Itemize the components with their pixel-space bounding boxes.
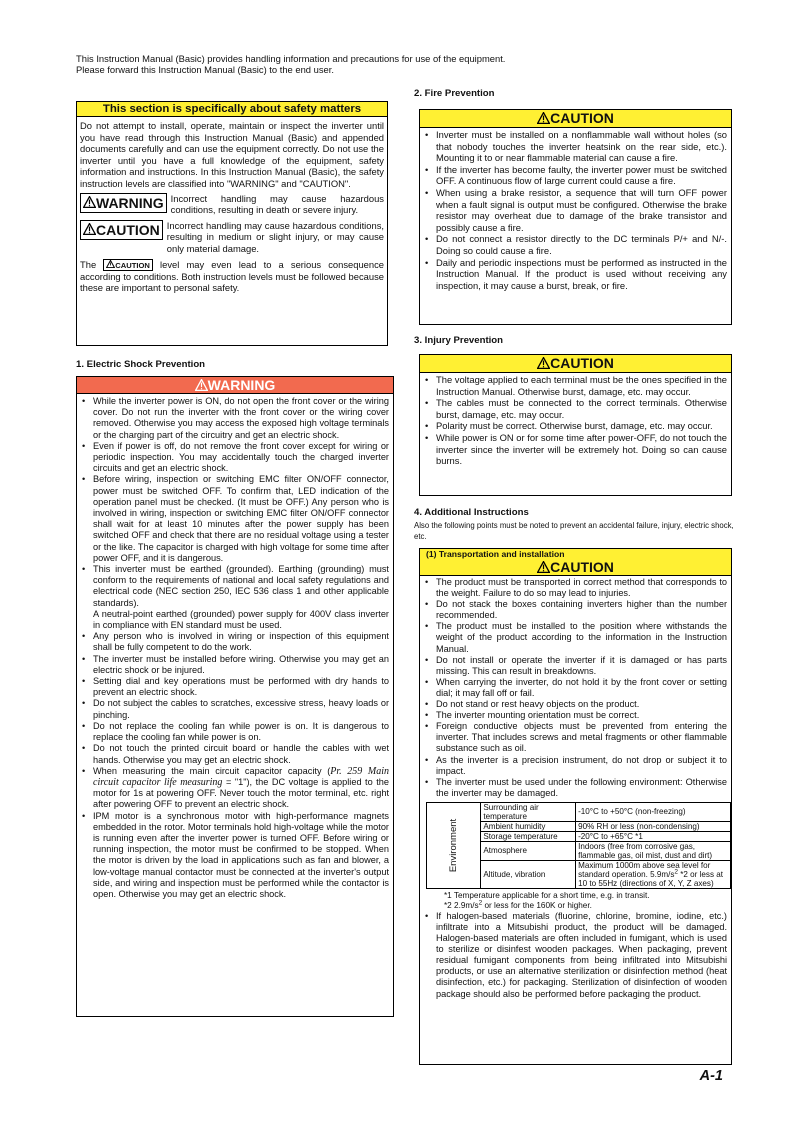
additional-caution-label: CAUTION: [550, 559, 614, 575]
fire-caution-label: CAUTION: [550, 110, 614, 126]
list-item: • If the inverter has become faulty, the inverter power must be switched OFF. A continuous flow of large current could cause a fire.: [422, 164, 727, 187]
additional-box: [419, 548, 732, 1065]
fire-list: [420, 128, 731, 291]
table-cell: Altitude, vibration: [481, 860, 576, 888]
electric-heading: 1. Electric Shock Prevention: [76, 359, 206, 370]
injury-caution-triangle-icon: [537, 357, 550, 369]
table-cell: -20°C to +65°C *1: [576, 831, 731, 841]
list-item: • Any person who is involved in wiring or inspection of this equipment shall be fully competent to do the work.: [79, 631, 389, 653]
cap-pre: When measuring the main circuit capacitor capacity (: [93, 765, 331, 776]
list-item: • Even if power is off, do not remove the front cover except for wiring or periodic inspection. You may accidentally touch the charged inverter circuits and get an electric shock.: [79, 441, 389, 475]
list-item: • Do not stand or rest heavy objects on the product.: [422, 699, 727, 710]
electric-warning-triangle-icon: [195, 379, 208, 391]
list-item: • Inverter must be installed on a nonflammable wall without holes (so that nobody touches the inverter heatsink on the rear side, etc.). Mounting it to or near flammable material can cause a fire.: [422, 129, 727, 164]
cap-param: Pr. 259 Main circuit capacitor life measuring: [93, 765, 389, 788]
list-item: • The inverter mounting orientation must be correct.: [422, 710, 727, 721]
table-cell: Indoors (free from corrosive gas, flammable gas, oil mist, dust and dirt): [576, 841, 731, 860]
safety-note-post: level may even lead to a serious consequence according to conditions. Both instruction levels must be followed because these are important to personal safety.: [80, 258, 385, 294]
safety-body: [77, 117, 387, 296]
list-item: • When carrying the inverter, do not hold it by the front cover or setting dial; it may fall off or fail.: [422, 677, 727, 699]
list-item: • Do not touch the printed circuit board or handle the cables with wet hands. Otherwise you may get an electric shock.: [79, 743, 389, 765]
fire-box: [419, 109, 732, 325]
table-cell: Atmosphere: [481, 841, 576, 860]
list-item: • While the inverter power is ON, do not open the front cover or the wiring cover. Do not run the inverter with the front cover or the wiring cover removed. Otherwise you may access the exposed high voltage terminals or the charging part of the circuitry and get an electric shock.: [79, 396, 389, 441]
warning-badge-label: WARNING: [96, 194, 164, 211]
table-row: [427, 802, 731, 821]
table-cell: -10°C to +50°C (non-freezing): [576, 802, 731, 821]
additional-caution-title: [420, 560, 731, 575]
list-item: • Do not stack the boxes containing inverters higher than the number recommended.: [422, 599, 727, 621]
table-cell: Ambient humidity: [481, 821, 576, 831]
inline-caution-badge: [103, 259, 153, 271]
fire-heading: 2. Fire Prevention: [414, 88, 495, 99]
fire-caution-bar: [420, 110, 731, 128]
footnote-2: [420, 901, 731, 911]
list-item: • The inverter must be installed before wiring. Otherwise you may get an electric shock or be injured.: [79, 654, 389, 676]
inline-caution-triangle-icon: [106, 260, 115, 268]
warning-description: Incorrect handling may cause hazardous conditions, resulting in death or severe injury.: [170, 192, 384, 216]
list-item: • The cables must be connected to the correct terminals. Otherwise burst, damage, etc. may occur.: [422, 397, 727, 420]
injury-caution-bar: [420, 355, 731, 373]
electric-warning-bar: [77, 377, 393, 394]
list-item: • Do not connect a resistor directly to the DC terminals P/+ and N/-. Doing so could cause a fire.: [422, 233, 727, 256]
environment-table: [426, 802, 731, 889]
footnote-1: *1 Temperature applicable for a short time, e.g. in transit.: [444, 890, 650, 900]
intro-text: [76, 53, 716, 75]
environment-label-cell: [427, 802, 481, 888]
caution-triangle-icon: [83, 223, 96, 235]
electric-warning-label: WARNING: [207, 377, 276, 393]
note2-pre: *2 2.9m/s: [444, 900, 479, 910]
additional-caution-triangle-icon: [537, 561, 550, 573]
additional-list-2: [420, 911, 731, 1000]
list-item: • Do not install or operate the inverter if it is damaged or has parts missing. This can result in breakdowns.: [422, 655, 727, 677]
additional-list: [420, 576, 731, 799]
list-item: [79, 564, 389, 631]
list-item: • The inverter must be used under the following environment: Otherwise the inverter may be damaged.: [422, 777, 727, 799]
caution-badge: [80, 220, 163, 240]
safety-note-pre: The: [80, 258, 97, 270]
additional-subheading: (1) Transportation and installation: [426, 549, 565, 559]
injury-heading: 3. Injury Prevention: [414, 335, 504, 346]
intro-line-1: This Instruction Manual (Basic) provides handling information and precautions for use of the equipment.: [76, 53, 506, 64]
table-cell: 90% RH or less (non-condensing): [576, 821, 731, 831]
list-item: • When using a brake resistor, a sequence that will turn OFF power when a fault signal is output must be configured. Otherwise the brake resistor may overheat due to damage of the brake transistor and possibly cause a fire.: [422, 187, 727, 233]
additional-heading: 4. Additional Instructions: [414, 507, 529, 518]
list-item: • Daily and periodic inspections must be performed as instructed in the Instruction Manual. If the product is used without receiving any inspection, it may cause a burst, break, or fire.: [422, 257, 727, 292]
list-item: • Before wiring, inspection or switching EMC filter ON/OFF connector, power must be switched OFF. To confirm that, LED indication of the operation panel must be checked. (It must be OFF.) Any person who is involved in wiring, inspection or switching EMC filter ON/OFF connector shall wait for at least 10 minutes after the power supply has been switched OFF and check that there are no residual voltage using a tester or the like. The capacitor is charged with high voltage for some time after power OFF, and it is dangerous.: [79, 474, 389, 564]
environment-label: Environment: [448, 818, 460, 873]
list-item: • The voltage applied to each terminal must be the ones specified in the Instruction Manual. Otherwise burst, damage, etc. may occur.: [422, 374, 727, 397]
list-item: • Setting dial and key operations must be performed with dry hands to prevent an electric shock.: [79, 676, 389, 698]
injury-list: [420, 373, 731, 467]
alt-mid: *2 or less at 10 to 55Hz (directions of X, Y, Z axes): [578, 869, 723, 888]
fire-caution-triangle-icon: [537, 112, 550, 124]
list-item: • Foreign conductive objects must be prevented from entering the inverter. That includes screws and metal fragments or other flammable substance such as oil.: [422, 721, 727, 754]
list-item: • Polarity must be correct. Otherwise burst, damage, etc. may occur.: [422, 420, 727, 432]
page-number: A-1: [699, 1068, 723, 1084]
table-cell: Surrounding air temperature: [481, 802, 576, 821]
caution-badge-label: CAUTION: [96, 221, 160, 238]
table-cell: [576, 860, 731, 888]
list-item: • As the inverter is a precision instrument, do not drop or subject it to impact.: [422, 755, 727, 777]
safety-box: [76, 101, 388, 346]
caution-level: [80, 220, 384, 255]
ground-extra: A neutral-point earthed (grounded) power supply for 400V class inverter in compliance with EN standard must be used.: [93, 608, 389, 631]
table-cell: Storage temperature: [481, 831, 576, 841]
list-item: • The product must be installed to the position where withstands the weight of the product according to the information in the Instruction Manual.: [422, 621, 727, 654]
inline-caution-label: CAUTION: [115, 260, 150, 270]
caution-description: Incorrect handling may cause hazardous conditions, resulting in medium or slight injury, or may cause only material damage.: [166, 219, 384, 254]
list-item: • If halogen-based materials (fluorine, chlorine, bromine, iodine, etc.) infiltrate into a Mitsubishi product, the product will be damaged. Halogen-based materials are often included in fumigant, which is used to sterilize or disinfest wooden packages. When packaging, prevent residual fumigant components from being infiltrated into Mitsubishi products, or use an alternative sterilization or disinfection method (heat disinfection, etc.) for packaging. Sterilization of disinfection of wooden package should also be performed before packaging the product.: [422, 911, 727, 1000]
additional-subtext: Also the following points must be noted to prevent an accidental failure, injury, electric shock, etc.: [414, 521, 734, 541]
warning-level: [80, 193, 384, 216]
list-item: [79, 766, 389, 811]
electric-list: [77, 394, 393, 900]
intro-line-2: Please forward this Instruction Manual (Basic) to the end user.: [76, 64, 334, 75]
warning-triangle-icon: [83, 196, 96, 208]
ground-text: This inverter must be earthed (grounded). Earthing (grounding) must conform to the requirements of national and local safety regulations and electrical code (NEC section 250, IEC 536 class 1 and other applicable standards).: [93, 564, 389, 608]
safety-title: This section is specifically about safety matters: [77, 102, 387, 117]
list-item: • The product must be transported in correct method that corresponds to the weight. Failure to do so may lead to injuries.: [422, 577, 727, 599]
additional-bar: [420, 549, 731, 576]
alt-sup: 2: [674, 868, 678, 876]
list-item: • IPM motor is a synchronous motor with high-performance magnets embedded in the rotor. Motor terminals hold high-voltage while the motor is running even after the inverter power is turned OFF. Before wiring or running inspection, the motor must be confirmed to be stopped. When the motor is driven by the load in applications such as fan and blower, a low-voltage manual contactor must be connected at the inverter's output side, and wiring and inspection must be performed while the contactor is open. Otherwise you may get an electric shock.: [79, 811, 389, 901]
list-item: • Do not subject the cables to scratches, excessive stress, heavy loads or pinching.: [79, 698, 389, 720]
injury-box: [419, 354, 732, 496]
note2-sup: 2: [478, 899, 483, 907]
electric-box: [76, 376, 394, 1017]
alt-pre: Maximum 1000m above sea level for standard operation. 5.9m/s: [578, 860, 711, 879]
safety-intro: Do not attempt to install, operate, maintain or inspect the inverter until you have read through this Instruction Manual (Basic) and appended documents carefully and can use the equipment correctly. Do not use the inverter until you have a full knowledge of the equipment, safety information and instructions. In this Instruction Manual (Basic), the safety instruction levels are classified into "WARNING" and "CAUTION".: [80, 120, 384, 189]
list-item: • While power is ON or for some time after power-OFF, do not touch the inverter since the inverter will be extremely hot. Doing so can cause burns.: [422, 432, 727, 467]
warning-badge: [80, 193, 167, 213]
list-item: • Do not replace the cooling fan while power is on. It is dangerous to replace the cooling fan while power is on.: [79, 721, 389, 743]
safety-note: [80, 259, 384, 294]
note2-post: or less for the 160K or higher.: [482, 900, 592, 910]
cap-post: = "1"), the DC voltage is applied to the motor for 1s at powering OFF. Never touch the motor terminal, etc. right after powering OFF to prevent an electric shock.: [93, 776, 390, 810]
injury-caution-label: CAUTION: [550, 355, 614, 371]
